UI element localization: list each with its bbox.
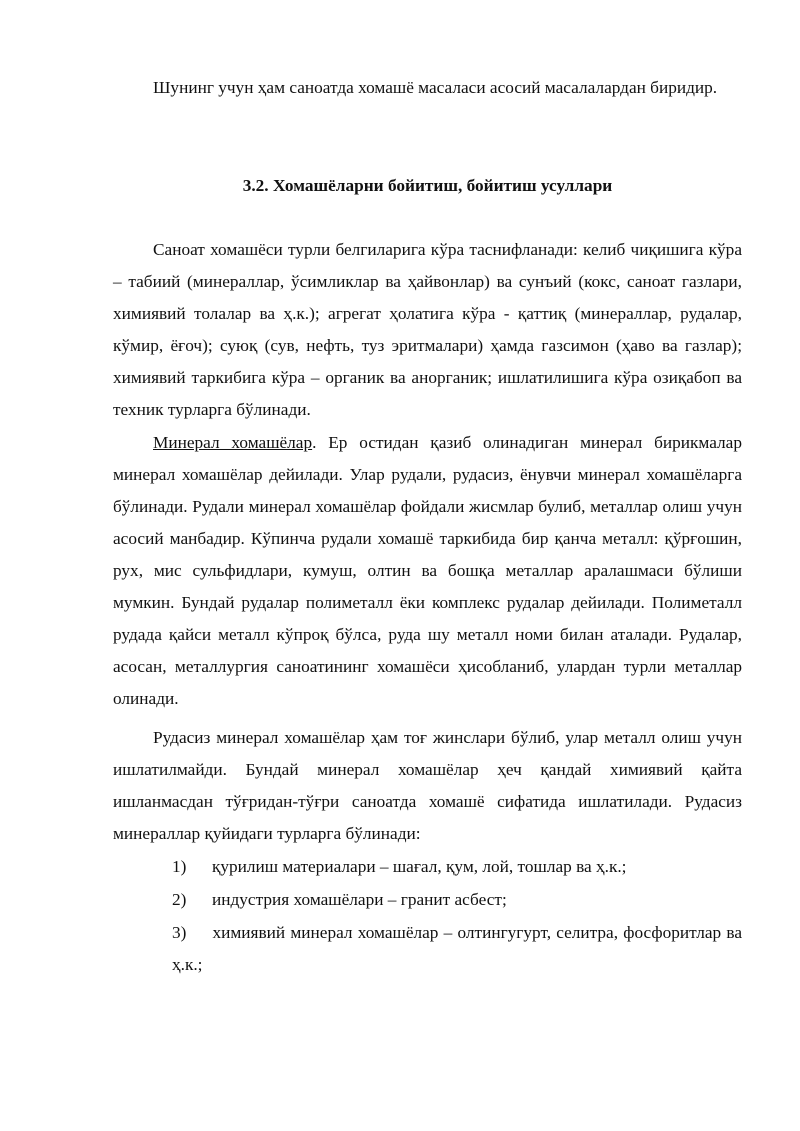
list-item-text-wrapped [172, 917, 742, 981]
list-item [172, 884, 742, 916]
section-heading-block [113, 170, 742, 202]
mineral-paragraph-block [113, 427, 742, 715]
classification-paragraph: Саноат хомашёси турли белгиларига кўра таснифланади: келиб чиқишига кўра – табиий (минераллар, ўсимликлар ва ҳайвонлар) ва сунъий (кокс, саноат газлари, химиявий толалар ва ҳ.к.); агрегат ҳолатига кўра - қаттиқ (минераллар, рудалар, кўмир, ёғоч); суюқ (сув, нефть, туз эритмалари) ҳамда газсимон (ҳаво ва газлар); химиявий таркибига кўра – органик ва анорганик; ишлатилишига кўра озиқабоп ва техник турларга бўлинади. [113, 240, 742, 419]
intro-paragraph: Шунинг учун ҳам саноатда хомашё масаласи асосий масалалардан биридир. [153, 78, 718, 97]
mineral-paragraph [113, 427, 742, 715]
list-item-number: 2) [172, 890, 187, 909]
list-item [172, 917, 742, 981]
mineral-term: Минерал хомашёлар [153, 433, 313, 452]
list-item-number: 1) [172, 857, 187, 876]
list-item-text: қурилиш материалари – шағал, қум, лой, тошлар ва ҳ.к.; [212, 857, 627, 876]
list-item-text: химиявий минерал хомашёлар – олтингугурт, селитра, фосфоритлар ва ҳ.к.; [172, 923, 742, 974]
nonore-paragraph-block [113, 722, 742, 850]
nonore-paragraph: Рудасиз минерал хомашёлар ҳам тоғ жинслари бўлиб, улар металл олиш учун ишлатилмайди. Бундай минерал хомашёлар ҳеч қандай химиявий қайта ишланмасдан тўғридан-тўғри саноатда хомашё сифатида ишлатилади. Рудасиз минераллар қуйидаги турларга бўлинади: [113, 728, 742, 843]
section-heading: 3.2. Хомашёларни бойитиш, бойитиш усуллари [242, 176, 613, 195]
mineral-paragraph-text: . Ер остидан қазиб олинадиган минерал бирикмалар минерал хомашёлар дейилади. Улар рудали, рудасиз, ёнувчи минерал хомашёларга бўлинади. Рудали минерал хомашёлар фойдали жисмлар булиб, металлар олиш учун асосий манбадир. Кўпинча рудали хомашё таркибида бир қанча металл: қўрғошин, рух, мис сульфидлари, кумуш, олтин ва бошқа металлар аралашмаси бўлиши мумкин. Бундай рудалар полиметалл ёки комплекс рудалар дейилади. Полиметалл рудада қайси металл кўпроқ бўлса, руда шу металл номи билан аталади. Рудалар, асосан, металлургия саноатининг хомашёси ҳисобланиб, улардан турли металлар олинади. [113, 433, 742, 708]
list-item [172, 851, 742, 883]
list-item-text: индустрия хомашёлари – гранит асбест; [212, 890, 507, 909]
classification-paragraph-block [113, 234, 742, 426]
list-item-number: 3) [172, 923, 187, 942]
intro-paragraph-block [113, 72, 742, 104]
